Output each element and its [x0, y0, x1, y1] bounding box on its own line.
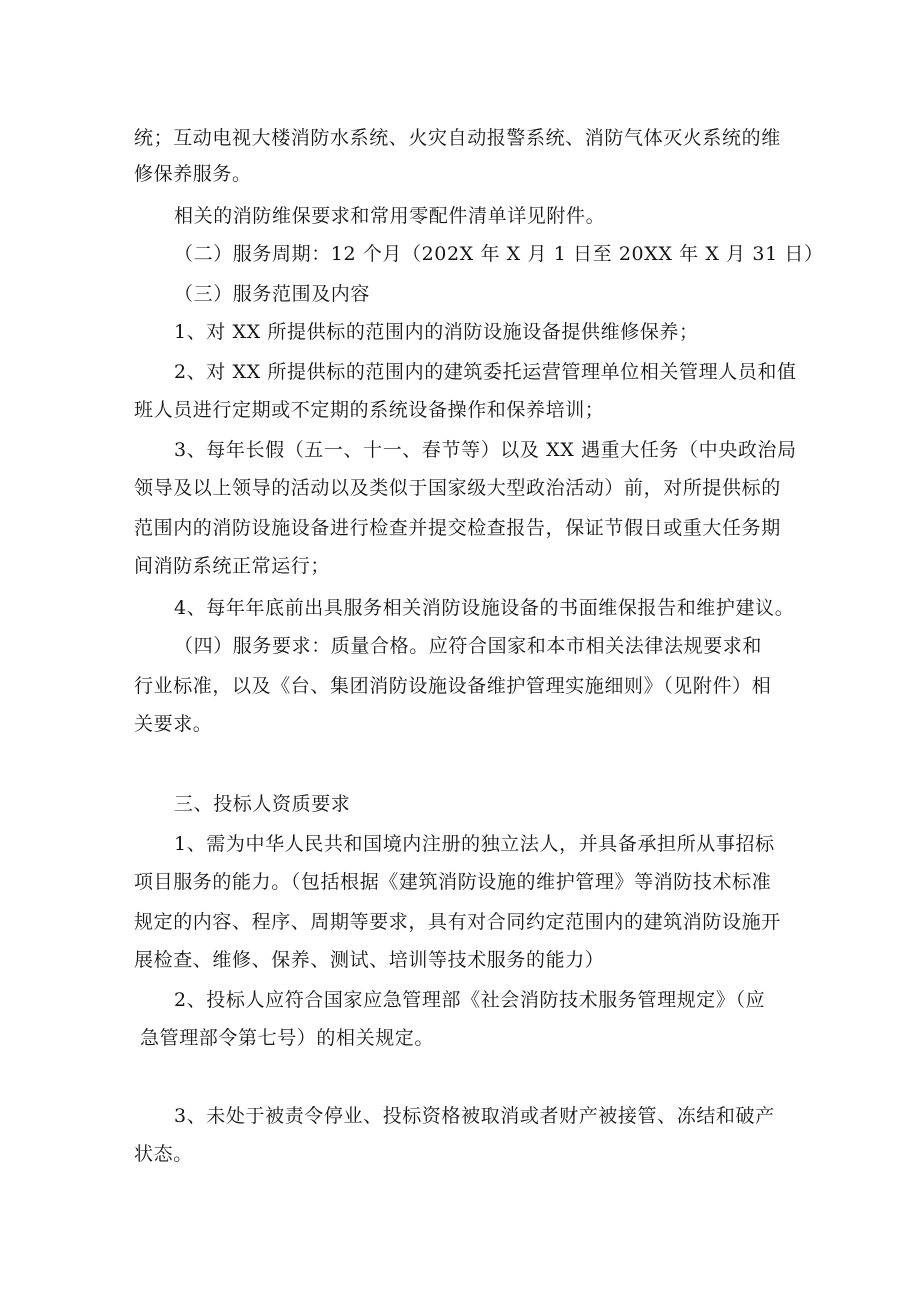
text-line: 关要求。: [134, 713, 213, 735]
text-line: 展检查、维修、保养、测试、培训等技术服务的能力）: [134, 949, 605, 971]
section-heading: （二）服务周期：12 个月（202X 年 X 月 1 日至 20XX 年 X 月 31 日）: [174, 243, 824, 265]
text-line: 统；互动电视大楼消防水系统、火灾自动报警系统、消防气体灭火系统的维: [134, 127, 781, 149]
text-line: 间消防系统正常运行；: [134, 555, 331, 577]
section-heading: （四）服务要求：质量合格。应符合国家和本市相关法律法规要求和: [174, 635, 763, 657]
text-line: 4、每年年底前出具服务相关消防设施设备的书面维保报告和维护建议。: [174, 597, 795, 619]
text-line: 1、需为中华人民共和国境内注册的独立法人，并具备承担所从事招标: [174, 833, 775, 855]
text-line: 班人员进行定期或不定期的系统设备操作和保养培训；: [134, 399, 605, 421]
text-line: 相关的消防维保要求和常用零配件清单详见附件。: [174, 205, 606, 227]
text-line: 行业标准，以及《台、集团消防设施设备维护管理实施细则》（见附件）相: [134, 675, 772, 697]
text-line: 2、对 XX 所提供标的范围内的建筑委托运营管理单位相关管理人员和值: [174, 361, 797, 383]
text-line: 项目服务的能力。（包括根据《建筑消防设施的维护管理》等消防技术标准: [134, 871, 772, 893]
text-line: 1、对 XX 所提供标的范围内的消防设施设备提供维修保养；: [174, 321, 699, 343]
section-heading: （三）服务范围及内容: [174, 283, 371, 305]
text-line: 2、投标人应符合国家应急管理部《社会消防技术服务管理规定》（应: [174, 989, 766, 1011]
section-heading: 三、投标人资质要求: [174, 793, 351, 815]
text-line: 修保养服务。: [134, 163, 252, 185]
text-line: 规定的内容、程序、周期等要求，具有对合同约定范围内的建筑消防设施开: [134, 911, 781, 933]
text-line: 3、每年长假（五一、十一、春节等）以及 XX 遇重大任务（中央政治局: [174, 439, 797, 461]
text-line: 状态。: [134, 1143, 193, 1165]
text-line: 3、未处于被责令停业、投标资格被取消或者财产被接管、冻结和破产: [174, 1105, 775, 1127]
text-line: 领导及以上领导的活动以及类似于国家级大型政治活动）前，对所提供标的: [134, 477, 781, 499]
text-line: 急管理部令第七号）的相关规定。: [140, 1027, 435, 1049]
text-line: 范围内的消防设施设备进行检查并提交检查报告，保证节假日或重大任务期: [134, 517, 781, 539]
